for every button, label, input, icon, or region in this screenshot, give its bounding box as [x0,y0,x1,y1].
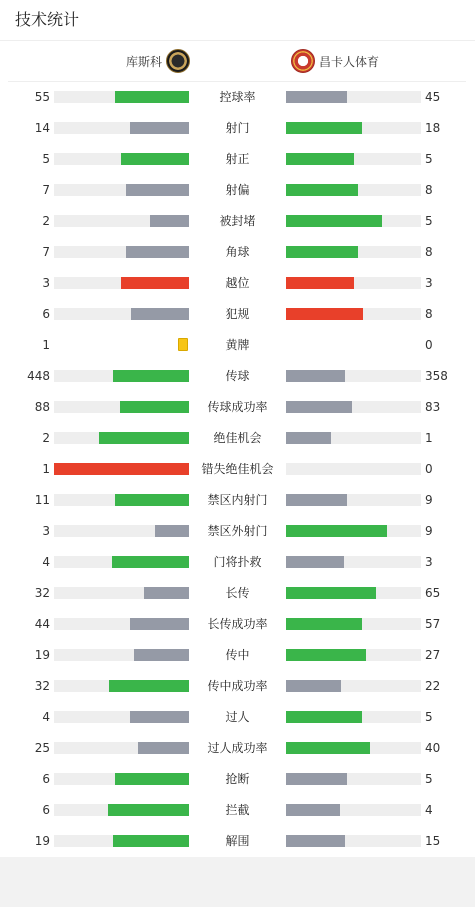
away-stat-bar [286,649,366,661]
stat-label: 射正 [225,152,250,166]
home-stat-value: 88 [34,400,50,414]
home-team-name: 库斯科 [125,54,162,69]
stat-label: 过人 [225,710,250,724]
stat-row [0,236,475,267]
stat-row [0,360,475,391]
stat-label: 禁区外射门 [207,524,268,538]
away-bar-track [286,649,421,661]
home-stat-value: 4 [42,555,50,569]
home-stat-value: 44 [34,617,50,631]
home-bar-track [54,525,189,537]
away-stat-value: 83 [425,400,441,414]
home-stat-bar [115,91,189,103]
stat-label: 传球 [225,369,250,383]
home-stat-value: 19 [34,648,50,662]
stat-label: 犯规 [225,307,250,321]
stat-row [0,391,475,422]
home-bar-track [54,184,189,196]
away-stat-value: 22 [425,679,441,693]
home-bar-track [54,91,189,103]
home-bar-track [54,711,189,723]
away-stat-bar [286,184,358,196]
away-stat-value: 45 [425,90,441,104]
home-stat-bar [134,649,189,661]
away-stat-value: 1 [425,431,433,445]
home-stat-value: 1 [42,462,50,476]
home-bar-track [54,277,189,289]
away-stat-value: 0 [425,338,433,352]
stat-label: 门将扑救 [213,555,262,569]
stat-row [0,577,475,608]
away-stat-bar [286,835,345,847]
home-stat-value: 7 [42,183,50,197]
home-bar-track [54,215,189,227]
away-stat-bar [286,370,345,382]
home-stat-value: 3 [42,524,50,538]
away-bar-track [286,525,421,537]
stat-row [0,546,475,577]
home-stat-bar [113,370,189,382]
away-stat-bar [286,711,362,723]
stat-row [0,732,475,763]
away-bar-track [286,122,421,134]
stat-row [0,298,475,329]
away-bar-track [286,804,421,816]
home-stat-value: 448 [27,369,50,383]
home-bar-track [54,246,189,258]
away-bar-track [286,463,421,475]
stat-label: 控球率 [219,90,256,104]
stat-label: 长传成功率 [207,617,268,631]
home-stat-bar [126,184,189,196]
home-stat-bar [126,246,189,258]
home-stat-value: 3 [42,276,50,290]
page-title: 技术统计 [15,10,80,29]
home-bar-track [54,587,189,599]
home-bar-track [54,401,189,413]
yellow-card-icon [178,338,188,351]
stat-row [0,422,475,453]
away-stat-bar [286,91,347,103]
stat-label: 抢断 [225,772,250,786]
away-bar-track [286,556,421,568]
away-team-name: 昌卡人体育 [319,54,380,69]
home-stat-bar [121,153,189,165]
stat-row [0,794,475,825]
away-stat-bar [286,246,358,258]
stat-label: 传中 [225,648,250,662]
away-bar-track [286,742,421,754]
away-stat-bar [286,587,376,599]
away-stat-value: 8 [425,307,433,321]
stat-row [0,484,475,515]
away-stat-value: 40 [425,741,441,755]
home-bar-track [54,556,189,568]
away-stat-value: 3 [425,276,433,290]
away-team-header[interactable] [291,48,379,74]
away-stat-value: 65 [425,586,441,600]
home-stat-bar [115,773,189,785]
home-bar-track [54,463,189,475]
stat-label: 错失绝佳机会 [201,462,274,476]
away-bar-track [286,618,421,630]
away-bar-track [286,494,421,506]
away-stat-bar [286,215,382,227]
away-stat-value: 9 [425,524,433,538]
away-stat-value: 8 [425,183,433,197]
stat-row [0,608,475,639]
away-stat-bar [286,773,347,785]
home-stat-value: 6 [42,803,50,817]
away-stat-value: 4 [425,803,433,817]
away-stat-bar [286,742,370,754]
stat-row [0,701,475,732]
away-stat-bar [286,122,362,134]
away-stat-value: 5 [425,772,433,786]
away-stat-bar [286,494,347,506]
away-stat-bar [286,432,331,444]
home-stat-bar [130,618,189,630]
away-stat-bar [286,618,362,630]
home-bar-track [54,773,189,785]
stat-label: 角球 [225,245,250,259]
home-stat-bar [155,525,189,537]
away-stat-value: 9 [425,493,433,507]
home-bar-track [54,804,189,816]
stat-row [0,329,475,360]
away-stat-value: 18 [425,121,441,135]
stat-label: 拦截 [225,803,250,817]
away-stat-bar [286,277,354,289]
home-bar-track [54,370,189,382]
away-bar-track [286,432,421,444]
stat-row [0,112,475,143]
home-bar-track [54,153,189,165]
away-bar-track [286,401,421,413]
stat-row [0,825,475,856]
away-bar-track [286,246,421,258]
away-stat-value: 15 [425,834,441,848]
away-bar-track [286,680,421,692]
stat-row [0,205,475,236]
home-bar-track [54,835,189,847]
home-stat-value: 32 [34,679,50,693]
stat-row [0,453,475,484]
home-stat-bar [131,308,189,320]
home-stat-value: 6 [42,307,50,321]
away-bar-track [286,308,421,320]
stat-label: 传中成功率 [207,679,268,693]
stat-row [0,174,475,205]
away-stat-value: 57 [425,617,441,631]
home-stat-value: 55 [34,90,50,104]
away-stat-value: 27 [425,648,441,662]
stat-row [0,515,475,546]
stat-label: 越位 [225,276,250,290]
away-stat-bar [286,525,387,537]
stat-label: 禁区内射门 [207,493,268,507]
stat-label: 黄牌 [225,338,250,352]
home-stat-value: 32 [34,586,50,600]
home-stat-bar [150,215,189,227]
home-stat-bar [121,277,189,289]
stat-row [0,670,475,701]
away-bar-track [286,835,421,847]
home-stat-bar [130,711,189,723]
home-stat-value: 19 [34,834,50,848]
stat-label: 被封堵 [219,214,256,228]
home-stat-value: 6 [42,772,50,786]
home-bar-track [54,742,189,754]
away-bar-track [286,711,421,723]
stat-label: 传球成功率 [207,400,268,414]
home-bar-track [54,649,189,661]
away-bar-track [286,370,421,382]
home-team-logo-icon [166,49,190,73]
away-stat-bar [286,153,354,165]
home-stat-bar [54,463,189,475]
stat-label: 射偏 [225,183,250,197]
stats-list [0,81,475,856]
away-bar-track [286,773,421,785]
home-stat-value: 5 [42,152,50,166]
home-stat-bar [99,432,189,444]
away-stat-value: 5 [425,214,433,228]
away-bar-track [286,277,421,289]
away-stat-value: 0 [425,462,433,476]
home-stat-bar [130,122,189,134]
stat-row [0,267,475,298]
stat-row [0,143,475,174]
away-bar-track [286,184,421,196]
home-stat-value: 2 [42,431,50,445]
stat-label: 解围 [225,834,250,848]
home-bar-track [54,494,189,506]
away-stat-bar [286,680,341,692]
away-stat-bar [286,556,344,568]
stat-row [0,81,475,112]
home-stat-bar [144,587,189,599]
home-stat-bar [113,835,189,847]
away-bar-track [286,91,421,103]
divider [0,40,475,41]
stat-label: 射门 [225,121,250,135]
home-stat-value: 4 [42,710,50,724]
home-stat-value: 14 [34,121,50,135]
away-team-logo-icon [291,49,315,73]
home-stat-value: 25 [34,741,50,755]
stat-label: 长传 [225,586,250,600]
stat-row [0,639,475,670]
stat-label: 绝佳机会 [213,431,262,445]
home-stat-value: 7 [42,245,50,259]
home-bar-track [54,680,189,692]
away-bar-track [286,587,421,599]
away-bar-track [286,153,421,165]
away-stat-value: 5 [425,710,433,724]
home-bar-track [54,308,189,320]
away-stat-value: 3 [425,555,433,569]
stat-label: 过人成功率 [207,741,268,755]
away-stat-bar [286,401,352,413]
away-stat-value: 358 [425,369,448,383]
away-bar-track [286,215,421,227]
away-stat-bar [286,804,340,816]
home-stat-bar [120,401,189,413]
home-stat-bar [109,680,189,692]
away-stat-value: 8 [425,245,433,259]
home-bar-track [54,618,189,630]
home-stat-value: 2 [42,214,50,228]
home-bar-track [54,432,189,444]
home-bar-track [54,122,189,134]
away-stat-value: 5 [425,152,433,166]
home-stat-bar [108,804,189,816]
home-stat-value: 11 [34,493,50,507]
home-stat-bar [138,742,189,754]
away-stat-bar [286,308,363,320]
home-stat-bar [112,556,189,568]
home-stat-bar [115,494,189,506]
home-team-header[interactable] [126,48,190,74]
home-stat-value: 1 [42,338,50,352]
stat-row [0,763,475,794]
